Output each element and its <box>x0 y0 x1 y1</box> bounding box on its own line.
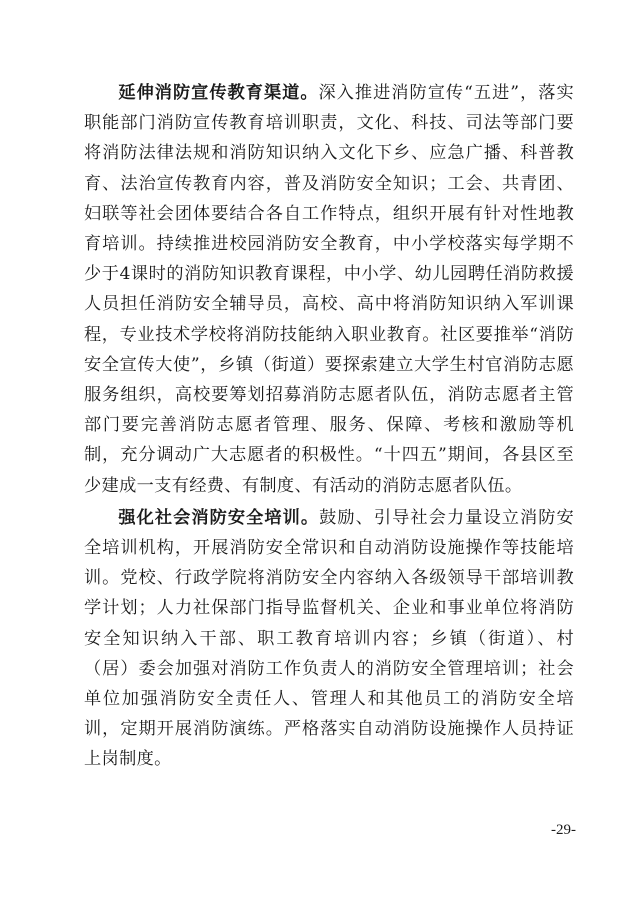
paragraph-heading: 强化社会消防安全培训。 <box>118 507 320 528</box>
paragraph-strengthen-fire-training <box>84 503 574 775</box>
paragraph-extend-fire-education <box>84 78 574 501</box>
page-number: -29- <box>551 822 576 838</box>
document-body <box>84 78 574 775</box>
paragraph-text: 鼓励、引导社会力量设立消防安全培训机构，开展消防安全常识和自动消防设施操作等技能培训。党校、行政学院将消防安全内容纳入各级领导干部培训教学计划；人力社保部门指导监督机关、企业和事业单位将消防安全知识纳入干部、职工教育培训内容；乡镇（街道）、村（居）委会加强对消防工作负责人的消防安全管理培训；社会单位加强消防安全责任人、管理人和其他员工的消防安全培训，定期开展消防演练。严格落实自动消防设施操作人员持证上岗制度。 <box>84 507 574 770</box>
paragraph-heading: 延伸消防宣传教育渠道。 <box>118 83 319 103</box>
paragraph-text: 深入推进消防宣传“五进”，落实职能部门消防宣传教育培训职责，文化、科技、司法等部门要将消防法律法规和消防知识纳入文化下乡、应急广播、科普教育、法治宣传教育内容，普及消防安全知识；工会、共青团、妇联等社会团体要结合各自工作特点，组织开展有针对性地教育培训。持续推进校园消防安全教育，中小学校落实每学期不少于4课时的消防知识教育课程，中小学、幼儿园聘任消防救援人员担任消防安全辅导员，高校、高中将消防知识纳入军训课程，专业技术学校将消防技能纳入职业教育。社区要推举“消防安全宣传大使”，乡镇（街道）要探索建立大学生村官消防志愿服务组织，高校要筹划招募消防志愿者队伍，消防志愿者主管部门要完善消防志愿者管理、服务、保障、考核和激励等机制，充分调动广大志愿者的积极性。“十四五”期间，各县区至少建成一支有经费、有制度、有活动的消防志愿者队伍。 <box>84 83 574 496</box>
